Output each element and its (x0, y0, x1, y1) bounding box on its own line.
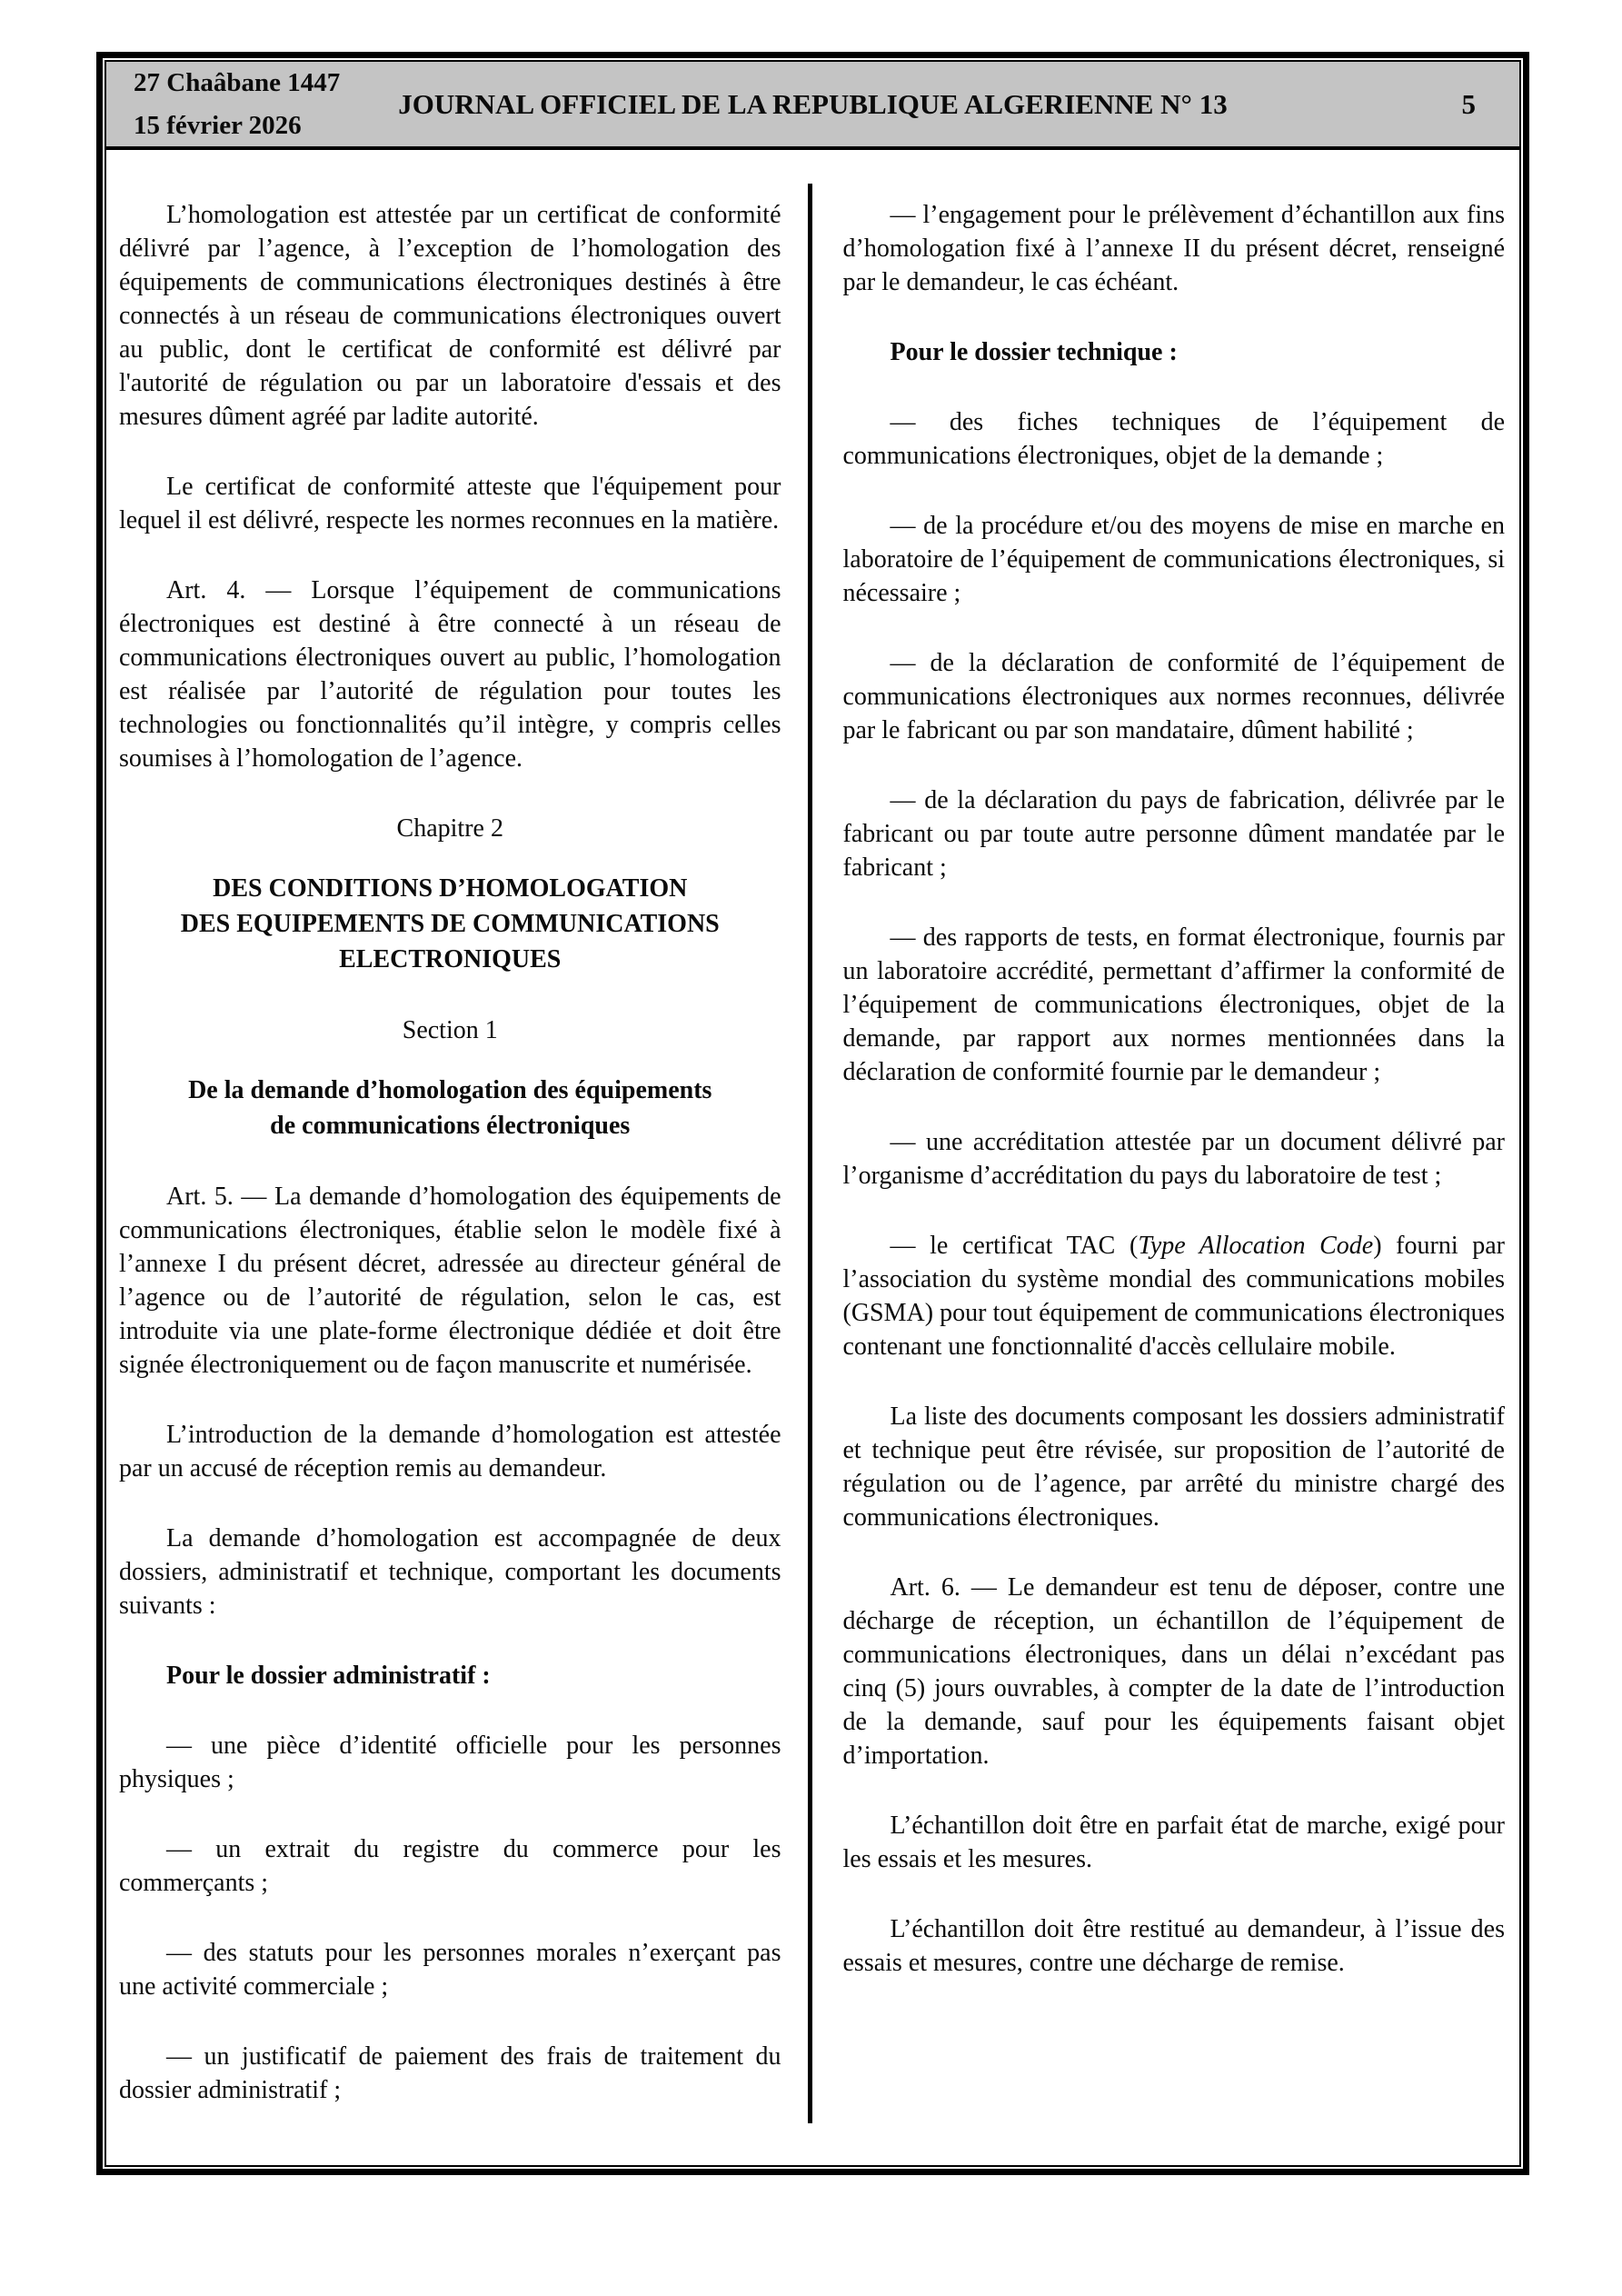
paragraph: L’échantillon doit être restitué au demandeur, à l’issue des essais et mesures, contre une décharge de remise. (842, 1915, 1505, 1977)
page-number: 5 (1461, 87, 1476, 120)
right-column (814, 198, 1506, 2143)
paragraph: L’introduction de la demande d’homologation est attestée par un accusé de réception remis au demandeur. (119, 1421, 781, 1482)
paragraph: Le certificat de conformité atteste que l'équipement pour lequel il est délivré, respecte les normes reconnues en la matière. (119, 473, 781, 534)
journal-title: JOURNAL OFFICIEL DE LA REPUBLIQUE ALGERIENNE N° 13 (398, 87, 1228, 120)
paragraph: — un justificatif de paiement des frais de traitement du dossier administratif ; (119, 2042, 781, 2104)
paragraph: L’échantillon doit être en parfait état de marche, exigé pour les essais et les mesures. (842, 1812, 1505, 1873)
paragraph: Pour le dossier technique : (890, 338, 1178, 366)
paragraph: La demande d’homologation est accompagnée de deux dossiers, administratif et technique, comportant les documents suivants : (119, 1524, 781, 1620)
paragraph: La liste des documents composant les dossiers administratif et technique peut être révisée, sur proposition de l’autorité de régulation ou de l’agence, par arrêté du ministre chargé des communications électroniques. (842, 1403, 1505, 1532)
section-heading (119, 1073, 781, 1143)
section-heading (119, 871, 781, 977)
paragraph: Art. 6. — Le demandeur est tenu de déposer, contre une décharge de réception, un échantillon de l’équipement de communications électroniques, dans un délai n’excédant pas cinq (5) jours ouvrables, à compter de la date de l’introduction de la demande, sauf pour les équipements faisant objet d’importation. (842, 1573, 1505, 1770)
paragraph: L’homologation est attestée par un certificat de conformité délivré par l’agence, à l’exception de l’homologation des équipements de communications électroniques destinés à être connectés à un réseau de communications électroniques ouvert au public, dont le certificat de conformité est délivré par l'autorité de régulation ou par un laboratoire d'essais et des mesures dûment agréé par ladite autorité. (119, 201, 781, 431)
paragraph: — une accréditation attestée par un document délivré par l’organisme d’accréditation du pays du laboratoire de test ; (842, 1128, 1505, 1190)
paragraph (843, 1229, 1506, 1363)
gregorian-date: 15 février 2026 (134, 110, 302, 140)
page-content (106, 150, 1519, 2143)
paragraph: — des fiches techniques de l’équipement de communications électroniques, objet de la demande ; (842, 408, 1505, 470)
paragraph: — des rapports de tests, en format électronique, fournis par un laboratoire accrédité, permettant d’affirmer la conformité de l’équipement de communications électroniques, objet de la demande, par rapport aux normes mentionnées dans la déclaration de conformité fournie par le demandeur ; (842, 923, 1505, 1086)
page-outer-frame (96, 52, 1529, 2175)
header-dates (106, 62, 340, 147)
paragraph: — des statuts pour les personnes morales n’exerçant pas une activité commerciale ; (119, 1939, 781, 2001)
paragraph: — de la déclaration de conformité de l’équipement de communications électroniques aux normes reconnues, délivrée par le fabricant ou par son mandataire, dûment habilité ; (842, 649, 1505, 744)
paragraph: Art. 4. — Lorsque l’équipement de communications électroniques est destiné à être connecté à un réseau de communications électroniques ouvert au public, l’homologation est réalisée par l’autorité de régulation pour toutes les technologies ou fonctionnalités qu’il intègre, y compris celles soumises à l’homologation de l’agence. (119, 576, 781, 773)
section-label: Chapitre 2 (396, 814, 503, 843)
heading-line: de communications électroniques (270, 1112, 631, 1140)
paragraph: Pour le dossier administratif : (166, 1662, 491, 1690)
column-divider (808, 184, 812, 2123)
left-column (119, 198, 814, 2143)
journal-header (106, 62, 1519, 150)
heading-line: De la demande d’homologation des équipements (188, 1076, 712, 1104)
italic-text: Type Allocation Code (1138, 1232, 1374, 1260)
hijri-date: 27 Chaâbane 1447 (134, 67, 341, 97)
page-inner-frame (104, 60, 1521, 2167)
heading-line: ELECTRONIQUES (339, 945, 562, 973)
paragraph: — de la procédure et/ou des moyens de mise en marche en laboratoire de l’équipement de communications électroniques, si nécessaire ; (842, 512, 1505, 607)
section-label: Section 1 (402, 1016, 498, 1044)
paragraph: Art. 5. — La demande d’homologation des équipements de communications électroniques, établie selon le modèle fixé à l’annexe I du présent décret, adressée au directeur général de l’agence ou de l’autorité de régulation, selon le cas, est introduite via une plate-forme électronique dédiée et doit être signée électroniquement ou de façon manuscrite et numérisée. (119, 1183, 781, 1379)
paragraph: — une pièce d’identité officielle pour les personnes physiques ; (119, 1732, 781, 1793)
heading-line: DES EQUIPEMENTS DE COMMUNICATIONS (180, 910, 720, 938)
paragraph: — un extrait du registre du commerce pour les commerçants ; (119, 1835, 781, 1897)
paragraph: — l’engagement pour le prélèvement d’échantillon aux fins d’homologation fixé à l’annexe II du présent décret, renseigné par le demandeur, le cas échéant. (842, 201, 1505, 296)
text-segment: ) fourni par l’association du système mondial des communications mobiles (GSMA) pour tout équipement de communications électroniques contenant une fonctionnalité d'accès cellulaire mobile. (842, 1232, 1505, 1361)
text-segment: — le certificat TAC ( (890, 1232, 1139, 1260)
paragraph: — de la déclaration du pays de fabrication, délivrée par le fabricant ou par toute autre personne dûment mandatée par le fabricant ; (842, 786, 1505, 882)
heading-line: DES CONDITIONS D’HOMOLOGATION (213, 874, 688, 903)
